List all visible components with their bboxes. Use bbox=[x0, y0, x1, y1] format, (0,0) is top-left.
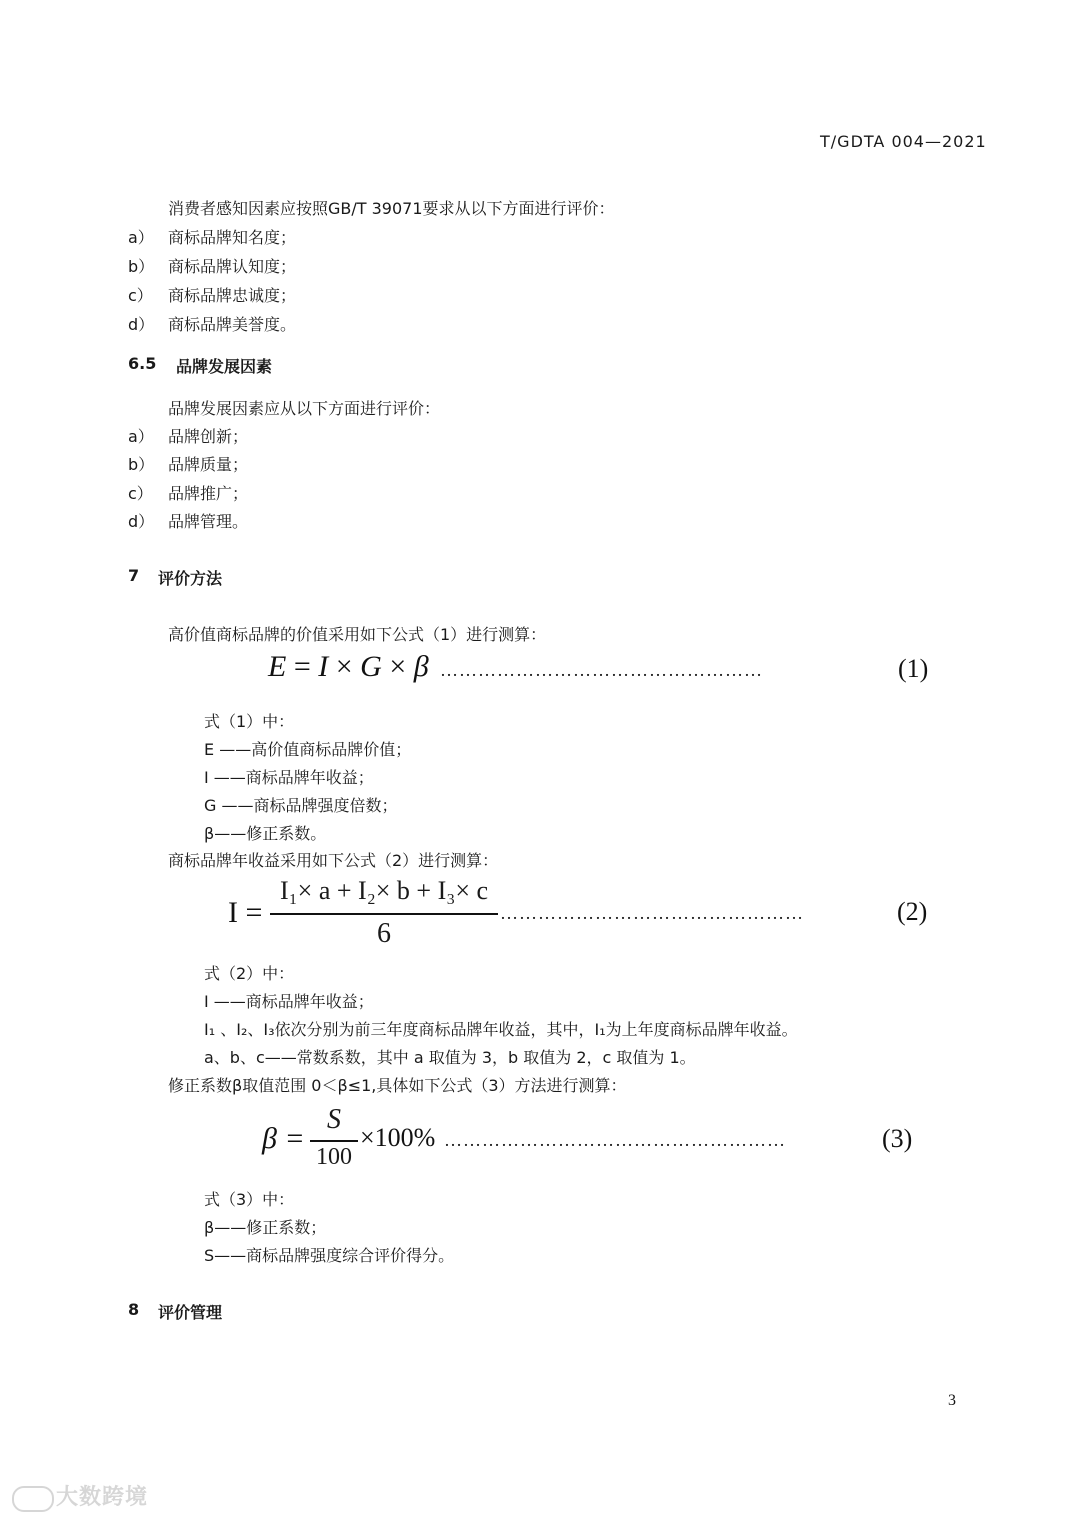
list-item-label: c） bbox=[128, 286, 153, 305]
formula-3-rest: ×100% bbox=[360, 1123, 436, 1152]
formula-leader-dots: ……………………………………………… bbox=[444, 1130, 786, 1150]
fraction-bar bbox=[270, 913, 498, 915]
formula1-where: 式（1）中： bbox=[204, 712, 295, 731]
brand-dev-intro: 品牌发展因素应从以下方面进行评价： bbox=[168, 399, 441, 418]
formula-operator: × bbox=[381, 650, 414, 683]
formula3-where: 式（3）中： bbox=[204, 1190, 295, 1209]
section-title: 品牌发展因素 bbox=[176, 357, 273, 376]
list-item-label: d） bbox=[128, 512, 155, 531]
formula-3-denominator: 100 bbox=[316, 1144, 352, 1170]
definition: I ——商标品牌年收益； bbox=[204, 992, 374, 1011]
formula1-intro: 高价值商标品牌的价值采用如下公式（1）进行测算： bbox=[168, 625, 547, 644]
formula-var-i: I bbox=[318, 650, 329, 683]
list-item-label: b） bbox=[128, 257, 155, 276]
section-number: 6.5 bbox=[128, 354, 157, 373]
formula-2-lhs: I = bbox=[228, 896, 263, 929]
definition: β——修正系数； bbox=[204, 1218, 327, 1237]
formula-var-g: G bbox=[360, 650, 382, 683]
section-title: 评价方法 bbox=[158, 569, 223, 588]
list-item: 商标品牌美誉度。 bbox=[168, 315, 297, 334]
list-item: 商标品牌认知度； bbox=[168, 257, 297, 276]
definition: a、b、c——常数系数，其中 a 取值为 3，b 取值为 2，c 取值为 1。 bbox=[204, 1048, 696, 1067]
section-number: 8 bbox=[128, 1300, 140, 1319]
formula-3-lhs: β = bbox=[262, 1122, 305, 1155]
list-item-label: b） bbox=[128, 455, 155, 474]
section-title: 评价管理 bbox=[158, 1303, 223, 1322]
list-item-label: d） bbox=[128, 315, 155, 334]
list-item: 品牌质量； bbox=[168, 455, 249, 474]
formula-number: (3) bbox=[882, 1124, 913, 1153]
definition: S——商标品牌强度综合评价得分。 bbox=[204, 1246, 455, 1265]
definition: I₁ 、I₂、I₃依次分别为前三年度商标品牌年收益，其中，I₁为上年度商标品牌年收益。 bbox=[204, 1020, 798, 1039]
formula-number: (2) bbox=[897, 897, 928, 926]
definition: β——修正系数。 bbox=[204, 824, 327, 843]
list-item-label: a） bbox=[128, 228, 154, 247]
definition: I ——商标品牌年收益； bbox=[204, 768, 374, 787]
formula-2-denominator: 6 bbox=[377, 918, 391, 949]
list-item: 商标品牌忠诚度； bbox=[168, 286, 297, 305]
definition: G ——商标品牌强度倍数； bbox=[204, 796, 398, 815]
page-number: 3 bbox=[948, 1392, 956, 1409]
formula-operator: = bbox=[286, 650, 319, 683]
formula-operator: × bbox=[328, 650, 361, 683]
definition: E ——高价值商标品牌价值； bbox=[204, 740, 412, 759]
formula-3-numerator: S bbox=[327, 1104, 341, 1135]
watermark: 大数跨境 bbox=[56, 1485, 149, 1510]
formula2-where: 式（2）中： bbox=[204, 964, 295, 983]
watermark-logo-icon bbox=[12, 1486, 54, 1512]
list-item: 商标品牌知名度； bbox=[168, 228, 297, 247]
formula-var-beta: β bbox=[413, 650, 429, 683]
consumer-intro: 消费者感知因素应按照GB/T 39071要求从以下方面进行评价： bbox=[168, 199, 615, 218]
formula-var-e: E bbox=[268, 650, 287, 683]
section-number: 7 bbox=[128, 566, 140, 585]
formula-leader-dots: …………………………………………… bbox=[440, 660, 763, 680]
doc-code: T/GDTA 004—2021 bbox=[820, 132, 987, 151]
formula3-intro: 修正系数β取值范围 0＜β≤1,具体如下公式（3）方法进行测算： bbox=[168, 1076, 627, 1095]
list-item: 品牌管理。 bbox=[168, 512, 249, 531]
fraction-bar bbox=[310, 1140, 358, 1142]
list-item: 品牌推广； bbox=[168, 484, 249, 503]
formula2-intro: 商标品牌年收益采用如下公式（2）进行测算： bbox=[168, 851, 499, 870]
list-item: 品牌创新； bbox=[168, 427, 249, 446]
list-item-label: c） bbox=[128, 484, 153, 503]
list-item-label: a） bbox=[128, 427, 154, 446]
formula-leader-dots: ………………………………………… bbox=[500, 903, 804, 923]
formula-1 bbox=[268, 650, 429, 684]
formula-number: (1) bbox=[898, 654, 929, 683]
formula-2-numerator: I₁× a + I₂× b + I₃× c bbox=[279, 876, 489, 905]
